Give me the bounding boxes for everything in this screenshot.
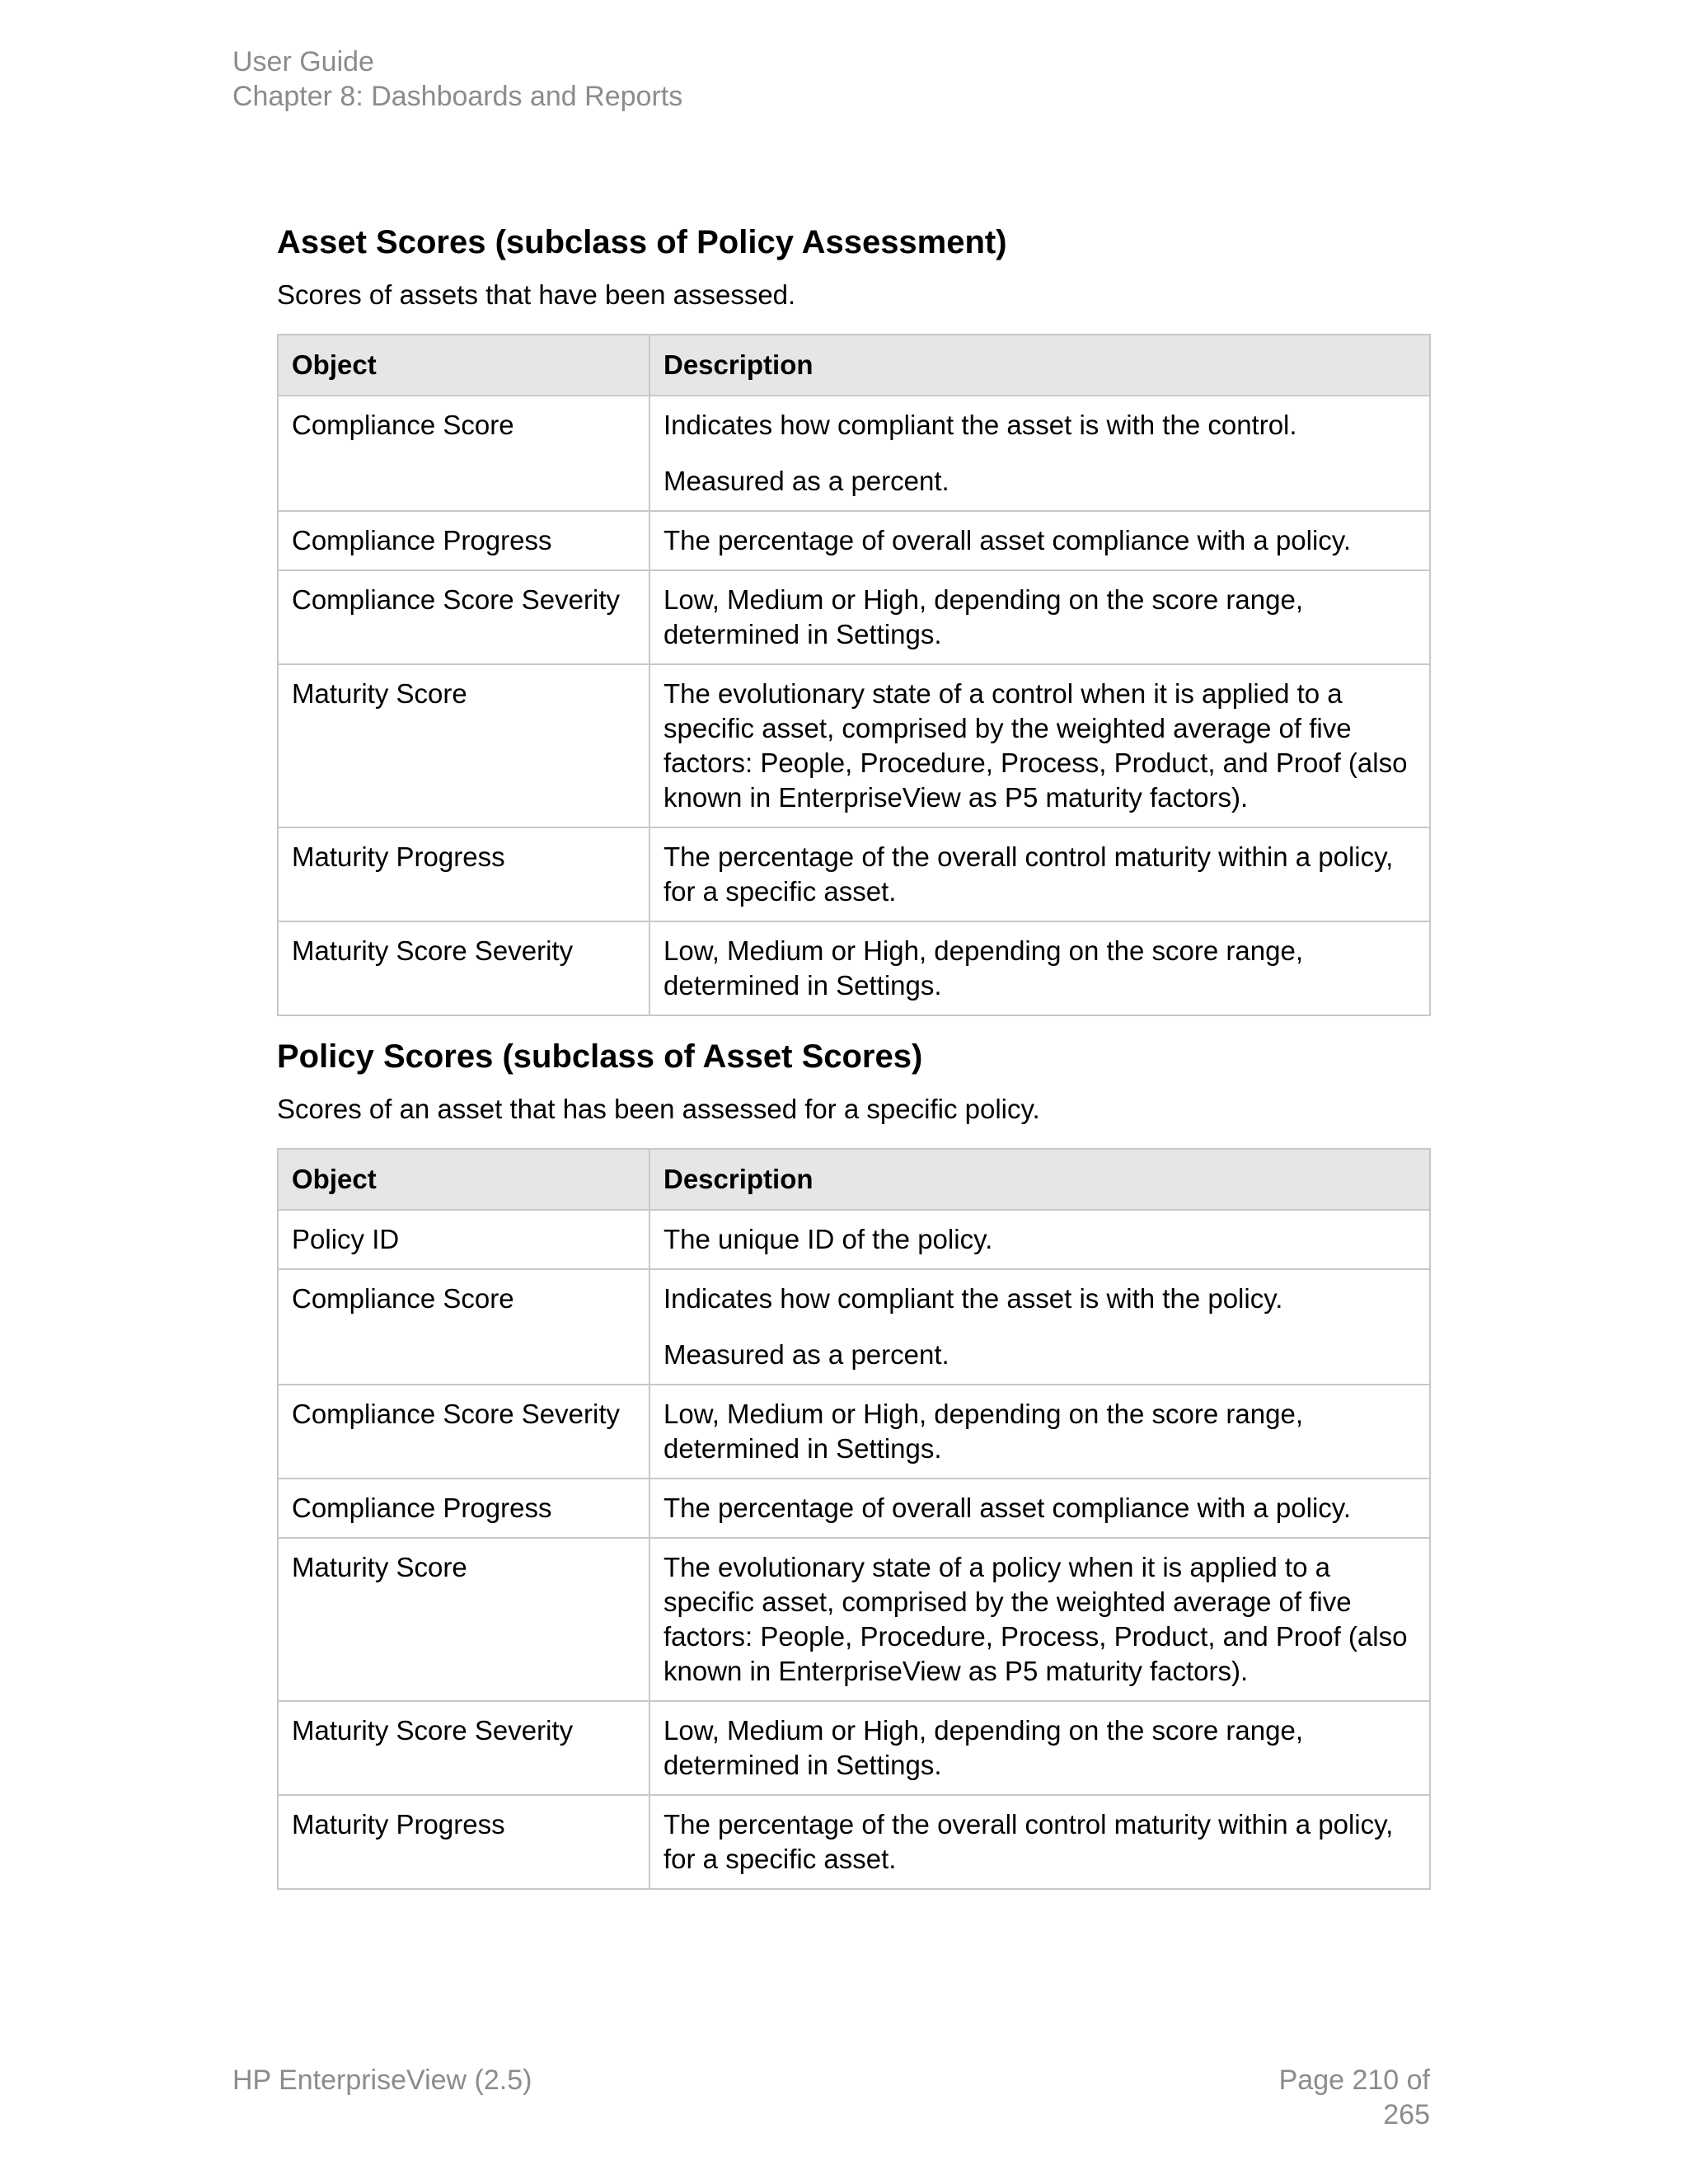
doc-title: User Guide <box>232 46 374 77</box>
description-text: The evolutionary state of a control when it is applied to a specific asset, comprised by the weighted average of five factors: People, Procedure, Process, Product, and Proof (also known in EnterpriseView as P5 maturity factors). <box>663 678 1408 813</box>
description-text: The percentage of overall asset compliance with a policy. <box>663 525 1351 555</box>
table-row <box>278 511 1430 570</box>
asset-scores-heading: Asset Scores (subclass of Policy Assessment) <box>277 224 1007 260</box>
policy-scores-heading: Policy Scores (subclass of Asset Scores) <box>277 1038 923 1075</box>
table-header-row <box>278 1149 1430 1210</box>
table-row <box>278 827 1430 921</box>
description-text: The evolutionary state of a policy when it is applied to a specific asset, comprised by the weighted average of five factors: People, Procedure, Process, Product, and Proof (also known in EnterpriseView as P5 maturity factors). <box>663 1552 1408 1686</box>
asset-scores-table <box>277 334 1431 1016</box>
description-cell <box>649 1701 1430 1795</box>
table-header-row <box>278 335 1430 396</box>
description-cell <box>649 1269 1430 1385</box>
page-content <box>277 218 1431 1890</box>
object-cell: Compliance Progress <box>278 1479 649 1538</box>
object-cell: Maturity Progress <box>278 827 649 921</box>
description-cell <box>649 1538 1430 1701</box>
table-row <box>278 570 1430 664</box>
object-cell: Compliance Score Severity <box>278 1385 649 1479</box>
column-header-description: Description <box>649 1149 1430 1210</box>
table-row <box>278 664 1430 827</box>
column-header-description: Description <box>649 335 1430 396</box>
description-text: Measured as a percent. <box>663 466 950 496</box>
description-text: Indicates how compliant the asset is with the control. <box>663 410 1297 440</box>
table-row <box>278 1479 1430 1538</box>
object-cell: Compliance Progress <box>278 511 649 570</box>
table-row <box>278 1385 1430 1479</box>
description-text: The unique ID of the policy. <box>663 1224 993 1254</box>
table-row <box>278 1795 1430 1889</box>
description-text: The percentage of the overall control maturity within a policy, for a specific asset. <box>663 841 1394 907</box>
table-row <box>278 1701 1430 1795</box>
description-cell <box>649 664 1430 827</box>
description-cell <box>649 570 1430 664</box>
footer-product: HP EnterpriseView (2.5) <box>232 2064 532 2096</box>
running-header <box>232 45 682 114</box>
object-cell: Compliance Score <box>278 396 649 511</box>
table-row <box>278 396 1430 511</box>
object-cell: Compliance Score Severity <box>278 570 649 664</box>
description-text: Low, Medium or High, depending on the score range, determined in Settings. <box>663 1715 1303 1780</box>
description-text: The percentage of overall asset compliance with a policy. <box>663 1493 1351 1523</box>
policy-scores-intro: Scores of an asset that has been assessed for a specific policy. <box>277 1094 1040 1124</box>
description-text: Indicates how compliant the asset is with the policy. <box>663 1283 1283 1314</box>
description-cell <box>649 827 1430 921</box>
description-text: Measured as a percent. <box>663 1339 950 1370</box>
object-cell: Maturity Score <box>278 1538 649 1701</box>
description-text: The percentage of the overall control maturity within a policy, for a specific asset. <box>663 1809 1394 1874</box>
object-cell: Compliance Score <box>278 1269 649 1385</box>
description-cell <box>649 1210 1430 1269</box>
description-cell <box>649 511 1430 570</box>
object-cell: Maturity Progress <box>278 1795 649 1889</box>
object-cell: Maturity Score <box>278 664 649 827</box>
description-text: Low, Medium or High, depending on the score range, determined in Settings. <box>663 935 1303 1001</box>
description-text: Low, Medium or High, depending on the score range, determined in Settings. <box>663 1399 1303 1464</box>
policy-scores-table <box>277 1148 1431 1890</box>
table-row <box>278 1538 1430 1701</box>
description-cell <box>649 921 1430 1015</box>
asset-scores-intro: Scores of assets that have been assessed. <box>277 279 796 310</box>
object-cell: Maturity Score Severity <box>278 1701 649 1795</box>
column-header-object: Object <box>278 1149 649 1210</box>
description-cell <box>649 1385 1430 1479</box>
table-row <box>278 921 1430 1015</box>
policy-scores-section <box>277 1033 1431 1890</box>
asset-scores-section <box>277 218 1431 1016</box>
object-cell: Maturity Score Severity <box>278 921 649 1015</box>
description-cell <box>649 1795 1430 1889</box>
table-row <box>278 1269 1430 1385</box>
object-cell: Policy ID <box>278 1210 649 1269</box>
footer-page-number: Page 210 of 265 <box>1278 2064 1430 2130</box>
chapter-title: Chapter 8: Dashboards and Reports <box>232 81 683 112</box>
table-row <box>278 1210 1430 1269</box>
description-text: Low, Medium or High, depending on the score range, determined in Settings. <box>663 584 1303 649</box>
description-cell <box>649 396 1430 511</box>
description-cell <box>649 1479 1430 1538</box>
column-header-object: Object <box>278 335 649 396</box>
